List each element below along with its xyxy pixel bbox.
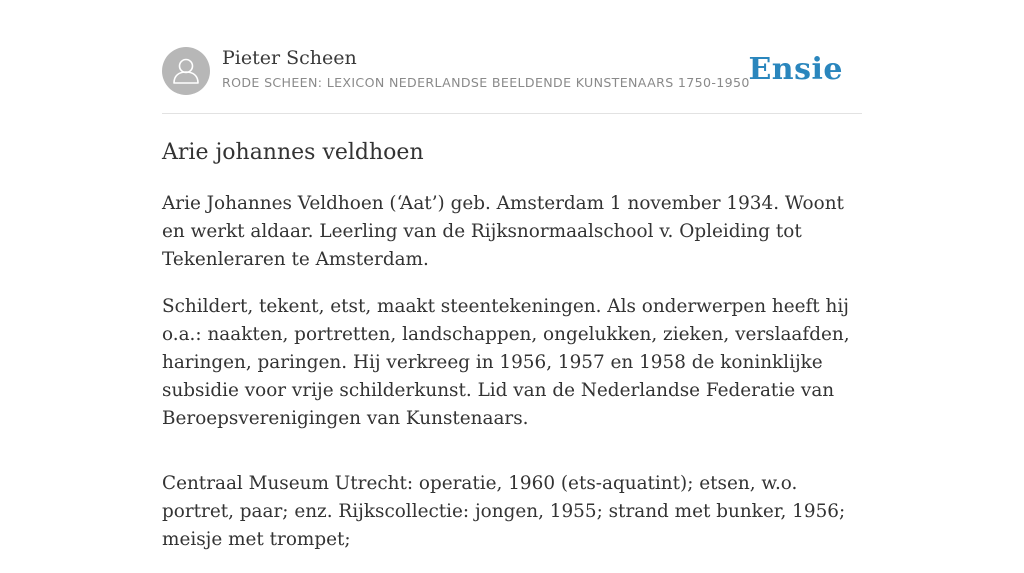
entry-paragraph: Schildert, tekent, etst, maakt steentekeningen. Als onderwerpen heeft hij o.a.: naakten, portretten, landschappen, ongelukken, zieken, verslaafden, haringen, paringen. Hij verkreeg in 1956, 1957 en 1958 de koninklijke subsidie voor vrije schilderkunst. Lid van de Nederlandse Federatie van Beroepsverenigingen van Kunstenaars. bbox=[162, 296, 850, 429]
source-title[interactable]: RODE SCHEEN: LEXICON NEDERLANDSE BEELDENDE KUNSTENAARS 1750-1950 bbox=[222, 75, 750, 90]
user-icon bbox=[162, 47, 210, 95]
header-divider bbox=[162, 113, 862, 114]
author-name[interactable]: Pieter Scheen bbox=[222, 47, 357, 69]
entry-paragraph: Arie Johannes Veldhoen (‘Aat’) geb. Amsterdam 1 november 1934. Woont en werkt aldaar. Leerling van de Rijksnormaalschool v. Opleiding tot Tekenleraren te Amsterdam. bbox=[162, 193, 844, 270]
author-avatar[interactable] bbox=[162, 47, 210, 95]
entry-body bbox=[162, 190, 866, 573]
entry-title: Arie johannes veldhoen bbox=[162, 140, 424, 165]
entry-paragraph: Centraal Museum Utrecht: operatie, 1960 (ets-aquatint); etsen, w.o. portret, paar; enz. Rijkscollectie: jongen, 1955; strand met bunker, 1956; meisje met trompet; bbox=[162, 473, 846, 550]
brand-logo[interactable]: Ensie bbox=[748, 52, 843, 87]
article-header bbox=[162, 46, 862, 96]
